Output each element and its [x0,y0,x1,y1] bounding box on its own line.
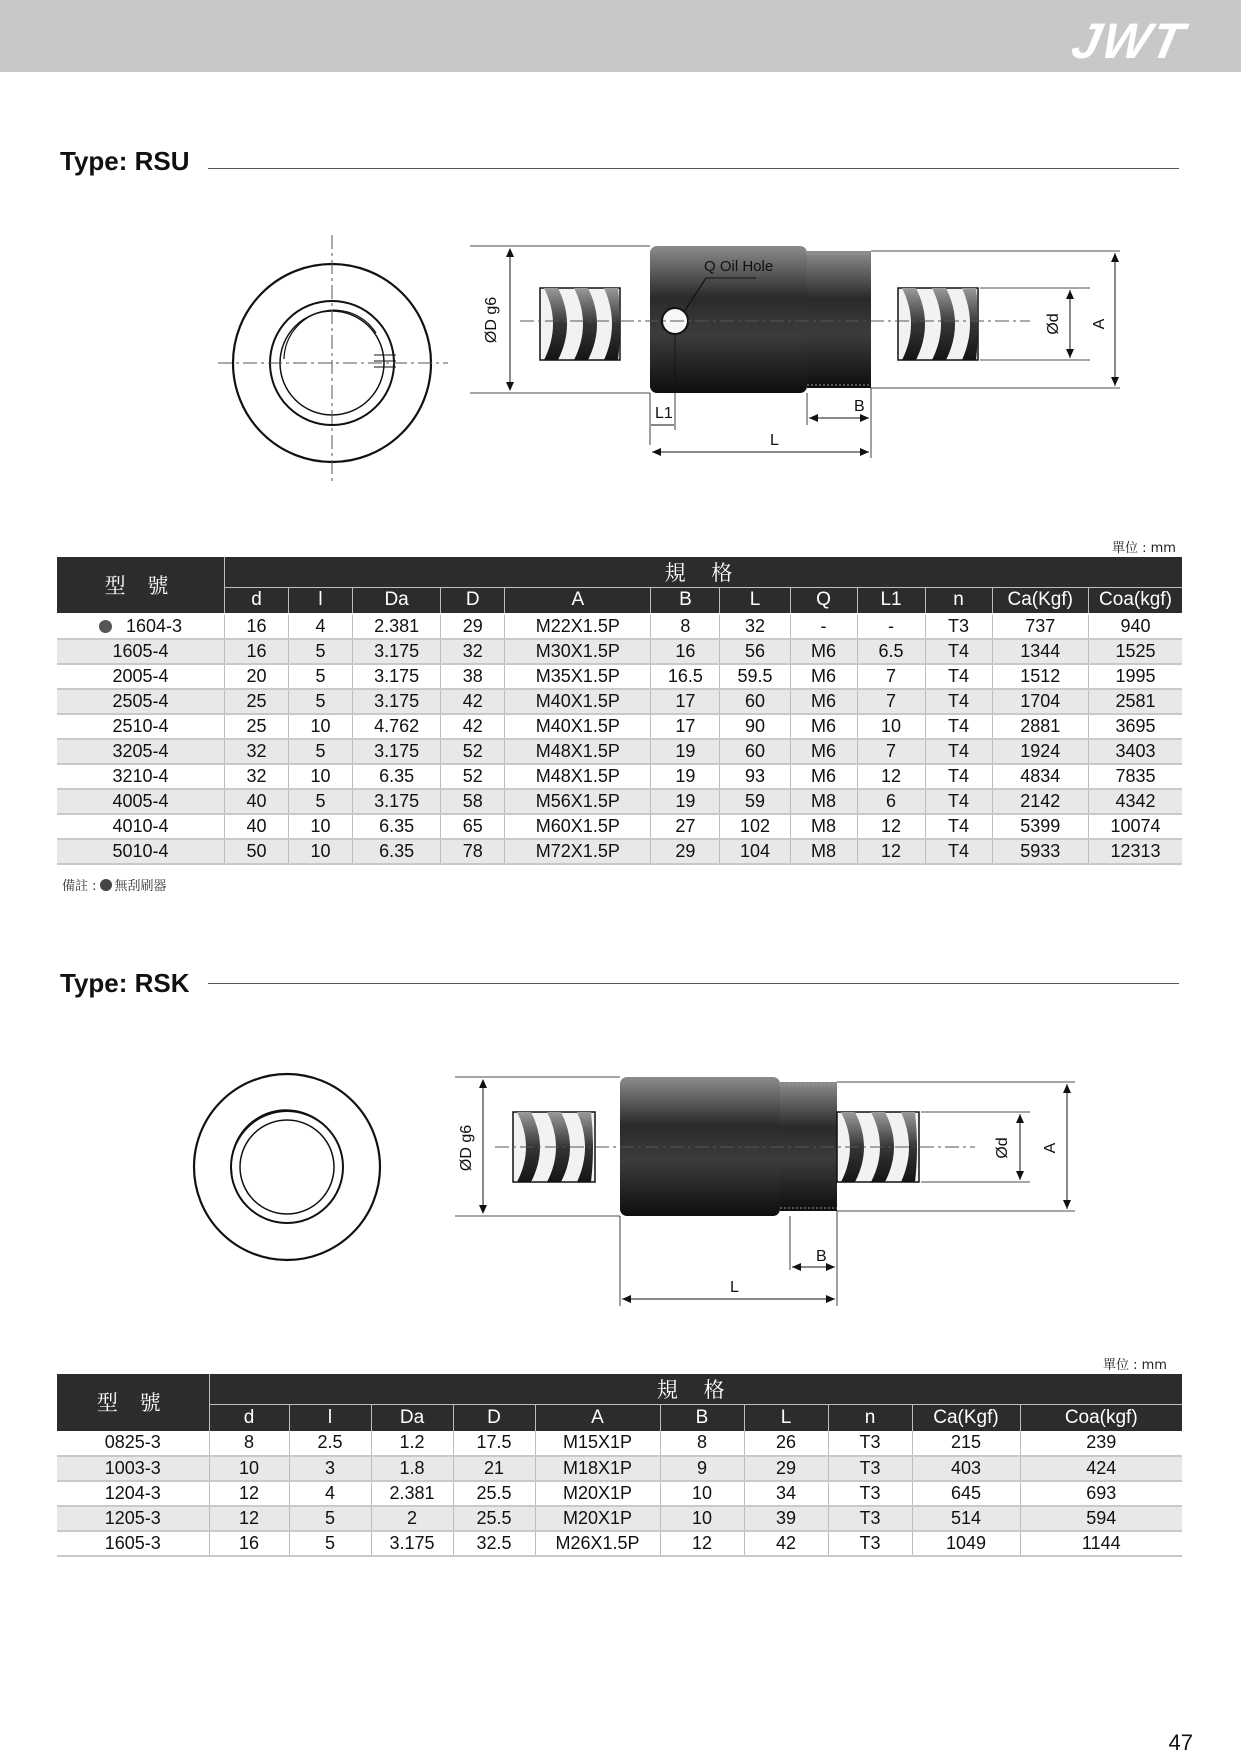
column-header: B [660,1405,744,1431]
b-label: B [816,1248,827,1265]
table-cell: 5933 [992,839,1088,864]
column-header: Coa(kgf) [1088,588,1182,614]
wiper-marker-icon [100,879,112,891]
table-cell: 16 [651,639,720,664]
table-cell: 8 [660,1431,744,1456]
rsu-side-view-drawing [470,230,1150,470]
column-header: Ca(Kgf) [992,588,1088,614]
table-cell: 2581 [1088,689,1182,714]
table-cell: 693 [1020,1481,1182,1506]
table-cell: M56X1.5P [505,789,651,814]
table-cell: 19 [651,789,720,814]
table-cell: 6.35 [352,764,440,789]
table-row [57,789,1182,814]
table-row [57,1431,1182,1456]
spec-header: 規 格 [225,557,1182,588]
table-cell: 940 [1088,614,1182,639]
table-row [57,1481,1182,1506]
table-cell: 3 [289,1456,371,1481]
table-cell: 60 [720,739,790,764]
table-cell: 7 [857,689,925,714]
table-cell: M15X1P [535,1431,660,1456]
d-label: Ød [994,1137,1011,1159]
brand-logo: JWT [1067,13,1191,69]
table-cell: 5 [288,789,352,814]
a-label: A [1042,1142,1059,1154]
column-header: D [453,1405,535,1431]
table-cell: 17 [651,689,720,714]
rsu-end-view-drawing [200,225,450,485]
table-cell: 10 [288,814,352,839]
table-cell: 2.381 [371,1481,453,1506]
table-cell: 10 [857,714,925,739]
table-cell: 10 [209,1456,289,1481]
table-cell: T4 [925,739,992,764]
table-cell: T3 [828,1506,912,1531]
table-cell: 93 [720,764,790,789]
table-cell: 3.175 [352,689,440,714]
table-cell: 2142 [992,789,1088,814]
table-cell: T4 [925,839,992,864]
table-cell: 56 [720,639,790,664]
table-cell: T4 [925,814,992,839]
table-cell: 2881 [992,714,1088,739]
table-row [57,839,1182,864]
table-cell: M20X1P [535,1506,660,1531]
table-cell: 52 [441,764,505,789]
table-cell: 25 [225,714,289,739]
table-cell: 25 [225,689,289,714]
section-title-rsu: Type: RSU [60,146,190,176]
table-cell: 10 [288,764,352,789]
table-cell: 12 [660,1531,744,1556]
model-number: 0825-3 [104,1432,161,1452]
table-cell: 5399 [992,814,1088,839]
table-cell: 1525 [1088,639,1182,664]
model-cell [57,664,225,689]
table-row [57,689,1182,714]
table-cell: 1.2 [371,1431,453,1456]
table-cell: 10 [660,1481,744,1506]
column-header: L [744,1405,828,1431]
table-cell: 25.5 [453,1506,535,1531]
table-cell: 3695 [1088,714,1182,739]
title-rule-rsk [208,983,1179,984]
model-number: 1205-3 [104,1507,161,1528]
table-cell: 12 [857,764,925,789]
table-row [57,739,1182,764]
model-cell [57,789,225,814]
model-cell [57,714,225,739]
table-cell: 12 [209,1506,289,1531]
table-cell: - [790,614,857,639]
table-cell: M72X1.5P [505,839,651,864]
table-cell: 4834 [992,764,1088,789]
a-label: A [1091,318,1108,330]
table-cell: 737 [992,614,1088,639]
spec-header: 規 格 [209,1374,1182,1405]
table-cell: 10 [288,839,352,864]
table-cell: 424 [1020,1456,1182,1481]
header-band [0,0,1241,72]
table-cell: 3.175 [352,664,440,689]
unit-label-rsk: 單位 : mm [1103,1358,1167,1373]
column-header: L1 [857,588,925,614]
table-row [57,639,1182,664]
od-g6-label: ØD g6 [458,1124,475,1172]
table-cell: 16 [225,639,289,664]
table-cell: 32 [441,639,505,664]
table-cell: 39 [744,1506,828,1531]
table-cell: 29 [744,1456,828,1481]
table-cell: 6.35 [352,814,440,839]
table-cell: T4 [925,764,992,789]
table-cell: 59 [720,789,790,814]
table-cell: 17 [651,714,720,739]
table-cell: 104 [720,839,790,864]
l-label: L [770,432,779,449]
table-cell: 60 [720,689,790,714]
column-header: n [828,1405,912,1431]
table-cell: 5 [289,1506,371,1531]
table-cell: 42 [441,689,505,714]
model-number: 3210-4 [112,765,169,786]
table-cell: 12 [857,839,925,864]
table-cell: 52 [441,739,505,764]
rsk-side-view-drawing [455,1070,1095,1310]
table-cell: 6.35 [352,839,440,864]
model-cell [57,739,225,764]
table-cell: M6 [790,764,857,789]
table-row [57,714,1182,739]
table-cell: T4 [925,714,992,739]
column-header: l [289,1405,371,1431]
table-cell: M22X1.5P [505,614,651,639]
table-cell: M6 [790,739,857,764]
model-number: 1605-3 [104,1532,161,1553]
table-cell: 16 [225,614,289,639]
table-cell: 26 [744,1431,828,1456]
model-number: 4010-4 [112,815,169,836]
table-cell: M40X1.5P [505,714,651,739]
model-header: 型 號 [57,557,225,614]
table-cell: M18X1P [535,1456,660,1481]
model-number: 2005-4 [112,665,169,686]
table-cell: 5 [288,739,352,764]
table-cell: 78 [441,839,505,864]
table-cell: 645 [912,1481,1020,1506]
unit-label-rsu: 單位 : mm [1112,541,1176,556]
table-cell: 32 [225,739,289,764]
column-header: A [535,1405,660,1431]
table-cell: 32.5 [453,1531,535,1556]
table-cell: 65 [441,814,505,839]
model-number: 4005-4 [112,790,169,811]
table-cell: 1344 [992,639,1088,664]
table-cell: 9 [660,1456,744,1481]
footnote-prefix: 備註 : [62,879,97,894]
table-cell: 40 [225,814,289,839]
table-cell: 1.8 [371,1456,453,1481]
table-cell: T4 [925,689,992,714]
column-header: Ca(Kgf) [912,1405,1020,1431]
table-cell: 7835 [1088,764,1182,789]
table-cell: T3 [828,1481,912,1506]
table-cell: 6.5 [857,639,925,664]
page-number: 47 [1168,1730,1193,1754]
table-cell: M20X1P [535,1481,660,1506]
table-cell: 10 [288,714,352,739]
model-number: 1003-3 [104,1457,161,1478]
model-number: 5010-4 [112,840,169,861]
table-cell: M6 [790,714,857,739]
table-cell: 10074 [1088,814,1182,839]
table-cell: 2 [371,1506,453,1531]
od-g6-label: ØD g6 [483,296,500,344]
table-cell: 3.175 [352,639,440,664]
model-cell [57,839,225,864]
table-row [57,614,1182,639]
table-cell: 3.175 [371,1531,453,1556]
model-number: 2505-4 [112,690,169,711]
table-cell: M6 [790,664,857,689]
column-header: Coa(kgf) [1020,1405,1182,1431]
table-cell: 7 [857,664,925,689]
table-cell: 1924 [992,739,1088,764]
table-cell: 2.381 [352,614,440,639]
table-cell: 27 [651,814,720,839]
table-cell: 514 [912,1506,1020,1531]
table-cell: 58 [441,789,505,814]
table-cell: 19 [651,739,720,764]
table-cell: 215 [912,1431,1020,1456]
table-cell: 40 [225,789,289,814]
table-cell: 2.5 [289,1431,371,1456]
column-header: Da [371,1405,453,1431]
table-cell: 90 [720,714,790,739]
l1-label: L1 [655,405,673,422]
rsk-spec-table [57,1374,1182,1557]
column-header: Da [352,588,440,614]
table-cell: T3 [828,1456,912,1481]
table-cell: 29 [651,839,720,864]
model-cell [57,689,225,714]
column-header: d [209,1405,289,1431]
table-cell: 25.5 [453,1481,535,1506]
table-cell: 42 [441,714,505,739]
table-cell: 34 [744,1481,828,1506]
model-number: 1605-4 [112,640,169,661]
table-cell: 16 [209,1531,289,1556]
model-cell [57,1506,209,1531]
table-cell: M48X1.5P [505,764,651,789]
title-rule-rsu [208,168,1179,169]
table-cell: 1144 [1020,1531,1182,1556]
table-cell: 239 [1020,1431,1182,1456]
d-label: Ød [1045,313,1062,335]
table-cell: 594 [1020,1506,1182,1531]
table-cell: 32 [720,614,790,639]
table-cell: - [857,614,925,639]
column-header: A [505,588,651,614]
table-cell: 6 [857,789,925,814]
table-row [57,1456,1182,1481]
oil-hole-label: Q Oil Hole [704,258,774,275]
table-cell: M30X1.5P [505,639,651,664]
table-cell: 1995 [1088,664,1182,689]
table-cell: 1512 [992,664,1088,689]
table-cell: 8 [651,614,720,639]
column-header: d [225,588,289,614]
table-cell: 20 [225,664,289,689]
table-row [57,1506,1182,1531]
table-cell: 17.5 [453,1431,535,1456]
b-label: B [854,398,865,415]
table-cell: 12 [857,814,925,839]
table-cell: 16.5 [651,664,720,689]
table-cell: 29 [441,614,505,639]
footnote-text: 無刮刷器 [114,879,167,894]
table-cell: M8 [790,839,857,864]
table-cell: 21 [453,1456,535,1481]
column-header: n [925,588,992,614]
table-row [57,764,1182,789]
table-cell: 5 [288,639,352,664]
model-cell [57,814,225,839]
table-cell: M60X1.5P [505,814,651,839]
rsu-spec-table [57,557,1182,865]
table-cell: M6 [790,639,857,664]
table-cell: 5 [288,689,352,714]
column-header: B [651,588,720,614]
table-cell: 38 [441,664,505,689]
table-cell: 3403 [1088,739,1182,764]
table-cell: T4 [925,639,992,664]
table-cell: 32 [225,764,289,789]
table-cell: T3 [925,614,992,639]
table-cell: 4 [288,614,352,639]
table-cell: 12 [209,1481,289,1506]
model-cell [57,1456,209,1481]
table-cell: M40X1.5P [505,689,651,714]
table-cell: 1049 [912,1531,1020,1556]
table-cell: 5 [289,1531,371,1556]
column-header: L [720,588,790,614]
table-cell: T4 [925,664,992,689]
column-header: l [288,588,352,614]
table-cell: 102 [720,814,790,839]
model-number: 1204-3 [104,1482,161,1503]
model-cell [57,614,225,639]
table-cell: M8 [790,789,857,814]
table-cell: T3 [828,1431,912,1456]
table-row [57,1531,1182,1556]
table-cell: M35X1.5P [505,664,651,689]
table-cell: M8 [790,814,857,839]
table-row [57,664,1182,689]
table-cell: 10 [660,1506,744,1531]
table-cell: 1704 [992,689,1088,714]
table-cell: 8 [209,1431,289,1456]
model-number: 3205-4 [112,740,169,761]
table-cell: 3.175 [352,739,440,764]
section-title-rsk: Type: RSK [60,968,190,998]
model-cell [57,639,225,664]
table-cell: 12313 [1088,839,1182,864]
model-cell [57,1531,209,1556]
table-cell: 7 [857,739,925,764]
model-cell [57,1481,209,1506]
table-cell: 5 [288,664,352,689]
table-cell: 4.762 [352,714,440,739]
table-cell: 403 [912,1456,1020,1481]
column-header: Q [790,588,857,614]
table-cell: M6 [790,689,857,714]
table-cell: 4 [289,1481,371,1506]
table-cell: 50 [225,839,289,864]
table-cell: 59.5 [720,664,790,689]
model-cell [57,1431,209,1456]
table-cell: 3.175 [352,789,440,814]
table-cell: T3 [828,1531,912,1556]
model-header: 型 號 [57,1374,209,1431]
table-row [57,814,1182,839]
model-number: 2510-4 [112,715,169,736]
table-cell: T4 [925,789,992,814]
rsk-end-view-drawing [180,1070,420,1270]
wiper-marker-icon [99,620,112,633]
model-number: 1604-3 [125,615,183,636]
table-cell: 19 [651,764,720,789]
table-cell: M26X1.5P [535,1531,660,1556]
table-cell: 42 [744,1531,828,1556]
model-cell [57,764,225,789]
table-cell: M48X1.5P [505,739,651,764]
table-cell: 4342 [1088,789,1182,814]
l-label: L [730,1279,739,1296]
footnote-rsu [62,875,167,894]
column-header: D [441,588,505,614]
